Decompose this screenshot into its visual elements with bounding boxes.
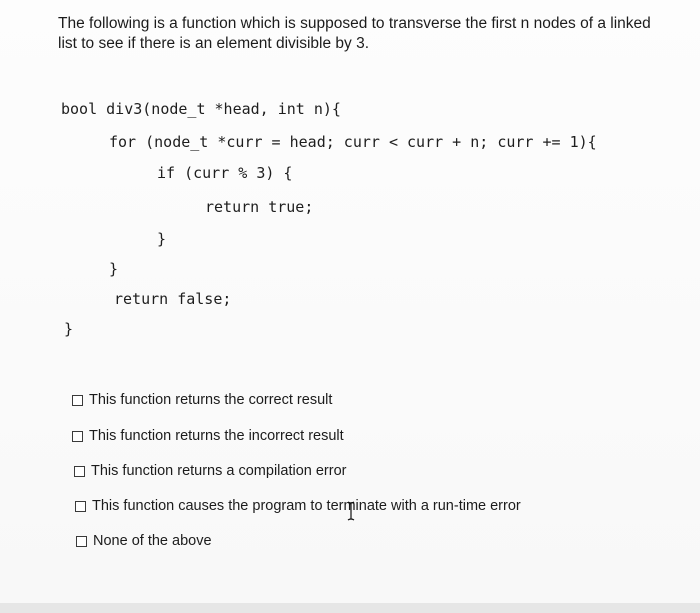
option-none-of-the-above[interactable] [76, 532, 212, 550]
code-line-if-close: } [157, 230, 167, 248]
checkbox[interactable] [74, 466, 85, 477]
code-line-return-true: return true; [205, 198, 314, 216]
option-label: This function returns the incorrect result [89, 428, 344, 444]
checkbox[interactable] [72, 431, 83, 442]
option-compilation-error[interactable] [74, 462, 346, 480]
code-line-function-close: } [64, 320, 74, 338]
checkbox[interactable] [75, 501, 86, 512]
code-line-signature: bool div3(node_t *head, int n){ [61, 100, 341, 118]
code-line-return-false: return false; [114, 290, 232, 308]
bottom-edge [0, 603, 700, 613]
option-label: This function returns the correct result [89, 392, 333, 408]
option-label: This function causes the program to terminate with a run-time error [92, 498, 521, 514]
question-text: The following is a function which is supposed to transverse the first n nodes of a linked list to see if there is an element divisible by 3. [58, 15, 651, 52]
option-runtime-error[interactable] [75, 497, 521, 515]
option-correct-result[interactable] [72, 391, 332, 409]
checkbox[interactable] [72, 395, 83, 406]
code-line-for-close: } [109, 260, 119, 278]
checkbox[interactable] [76, 536, 87, 547]
option-label: None of the above [93, 533, 212, 549]
code-line-if: if (curr % 3) { [157, 164, 293, 182]
option-incorrect-result[interactable] [72, 427, 344, 445]
text-cursor-icon [346, 500, 356, 522]
option-label: This function returns a compilation error [91, 463, 347, 479]
code-line-for: for (node_t *curr = head; curr < curr + n; curr += 1){ [109, 133, 597, 151]
